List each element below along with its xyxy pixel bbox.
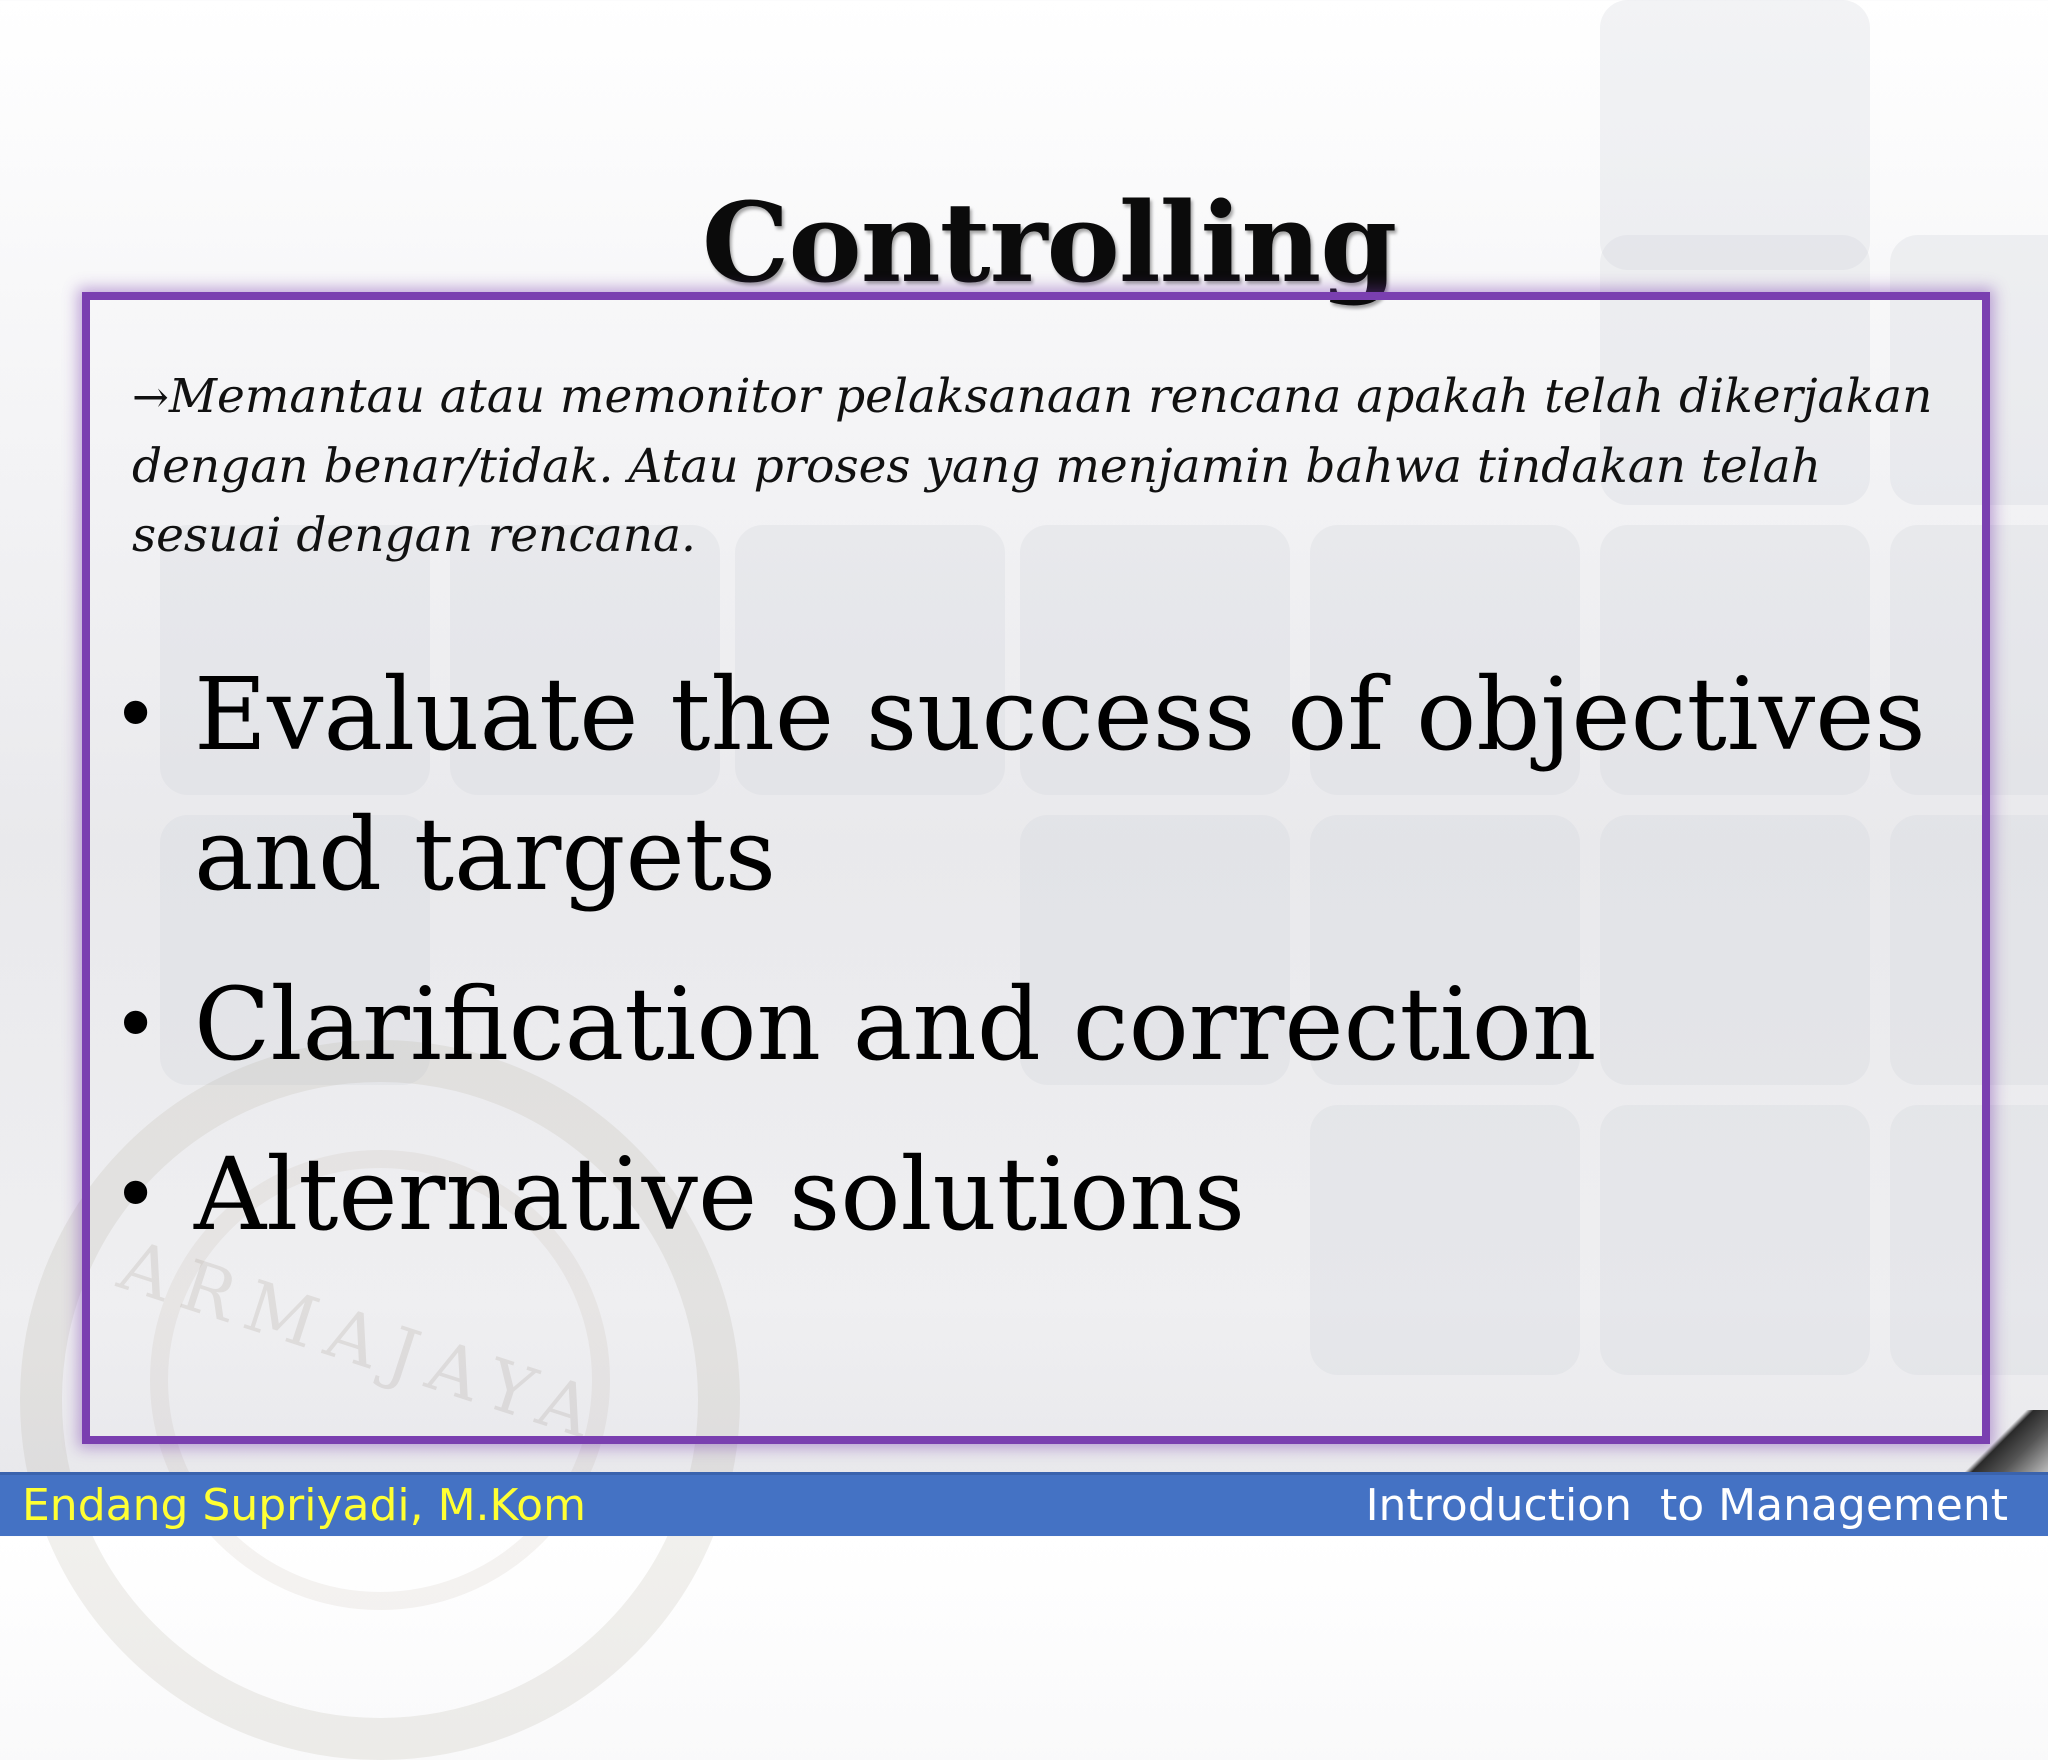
bullet-text: Alternative solutions [194, 1136, 1246, 1253]
bullet-item [112, 955, 1972, 1095]
bullet-item [112, 645, 1972, 925]
bullet-item [112, 1125, 1972, 1265]
bullet-text: Clarification and correction [194, 966, 1597, 1083]
footer-author: Endang Supriyadi, M.Kom [22, 1480, 586, 1531]
page-curl-decoration [1958, 1410, 2048, 1472]
bullet-icon: • [112, 978, 160, 1071]
slide-footer [0, 1472, 2048, 1536]
footer-course-title: Introduction to Management [1365, 1480, 2008, 1531]
bullet-text: Evaluate the success of objectives and targets [194, 656, 1926, 913]
intro-paragraph [132, 362, 1972, 570]
watermark-seal-text: ARMAJAYA [109, 1224, 615, 1458]
bullet-icon: • [112, 1148, 160, 1241]
slide-title: Controlling [701, 178, 1397, 307]
intro-text: Memantau atau memonitor pelaksanaan rencana apakah telah dikerjakan dengan benar/tidak. Atau proses yang menjamin bahwa tindakan telah sesuai dengan rencana. [132, 369, 1933, 563]
bullet-icon: • [112, 668, 160, 761]
arrow-icon: → [132, 372, 169, 423]
bullet-list [112, 645, 1972, 1295]
